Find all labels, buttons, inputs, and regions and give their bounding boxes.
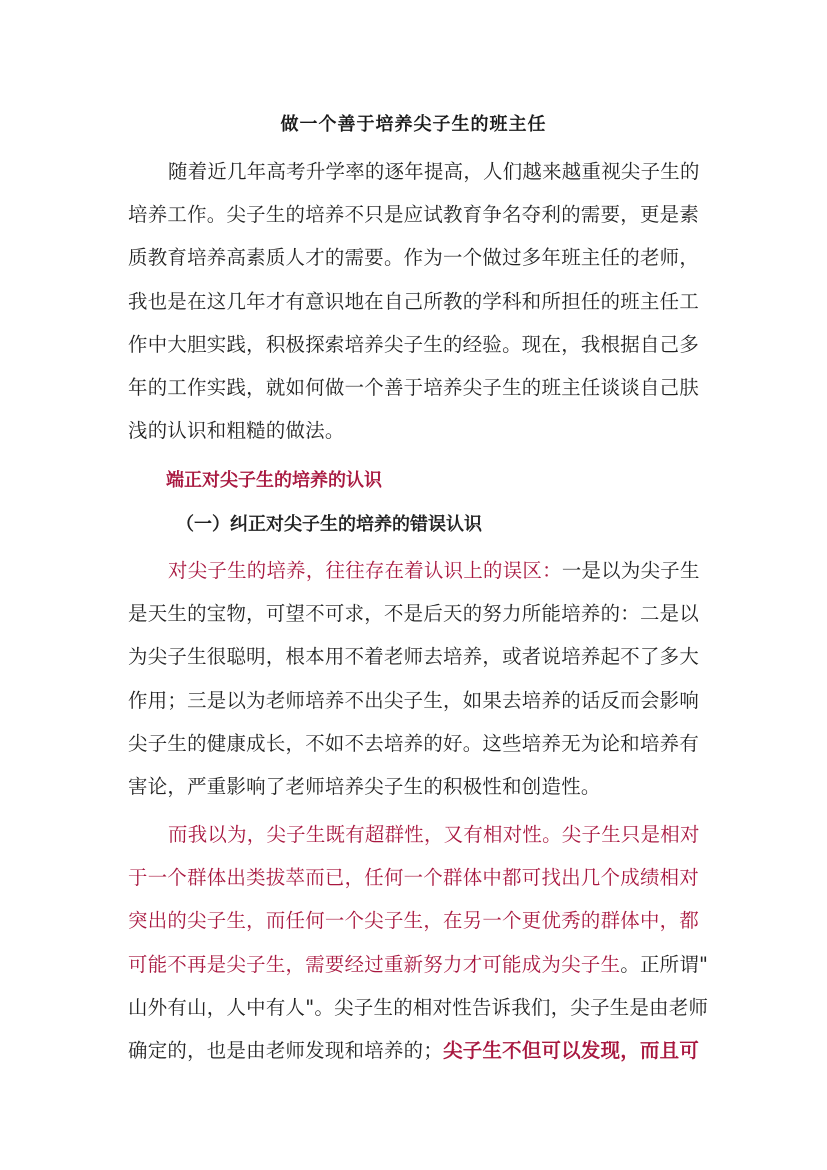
paragraph-line: 为尖子生很聪明，根本用不着老师去培养，或者说培养起不了多大 — [128, 645, 700, 669]
paragraph-line: 随着近几年高考升学率的逐年提高，人们越来越重视尖子生的 — [168, 160, 700, 183]
paragraph-line — [128, 943, 709, 986]
paragraph-line: 我也是在这几年才有意识地在自己所教的学科和所担任的班主任工 — [128, 289, 700, 313]
intro-paragraph — [128, 150, 700, 452]
section-heading: 端正对尖子生的培养的认识 — [166, 470, 382, 491]
subsection-heading: （一）纠正对尖子生的培养的错误认识 — [176, 514, 482, 535]
paragraph-line: 突出的尖子生，而任何一个尖子生，在另一个更优秀的群体中，都 — [128, 909, 700, 933]
highlighted-text: 对尖子生的培养，往往存在着认识上的误区： — [168, 559, 562, 582]
paragraph-line: 质教育培养高素质人才的需要。作为一个做过多年班主任的老师， — [128, 246, 700, 270]
paragraph-line — [128, 1029, 700, 1072]
paragraph-line: 尖子生的健康成长，不如不去培养的好。这些培养无为论和培养有 — [128, 731, 700, 755]
paragraph-line: 培养工作。尖子生的培养不只是应试教育争名夺利的需要，更是素 — [128, 203, 700, 227]
document-title: 做一个善于培养尖子生的班主任 — [280, 114, 547, 135]
paragraph-line: 年的工作实践，就如何做一个善于培养尖子生的班主任谈谈自己肤 — [128, 375, 700, 399]
paragraph-text: 确定的，也是由老师发现和培养的； — [128, 1038, 444, 1062]
paragraph-text: 一是以为尖子生 — [561, 559, 700, 582]
paragraph-line: 浅的认识和粗糙的做法。 — [128, 419, 345, 443]
misconception-paragraph — [128, 549, 700, 808]
paragraph-line: 害论，严重影响了老师培养尖子生的积极性和创造性。 — [128, 774, 601, 798]
paragraph-line: 而我以为，尖子生既有超群性，又有相对性。尖子生只是相对 — [168, 823, 700, 846]
paragraph-line — [128, 549, 700, 592]
paragraph-line: 作中大胆实践，积极探索培养尖子生的经验。现在，我根据自己多 — [128, 332, 700, 356]
paragraph-line: 作用；三是以为老师培养不出尖子生，如果去培养的话反而会影响 — [128, 688, 700, 712]
paragraph-line: 于一个群体出类拔萃而已，任何一个群体中都可找出几个成绩相对 — [128, 866, 700, 890]
highlighted-text: 可能不再是尖子生，需要经过重新努力才可能成为尖子生 — [128, 952, 621, 976]
relativity-paragraph — [128, 813, 709, 1072]
emphasized-text: 尖子生不但可以发现，而且可 — [443, 1038, 700, 1062]
paragraph-text: 。正所谓" — [620, 952, 709, 976]
paragraph-line: 山外有山，人中有人"。尖子生的相对性告诉我们，尖子生是由老师 — [128, 995, 709, 1019]
paragraph-line: 是天生的宝物，可望不可求，不是后天的努力所能培养的：二是以 — [128, 602, 700, 626]
